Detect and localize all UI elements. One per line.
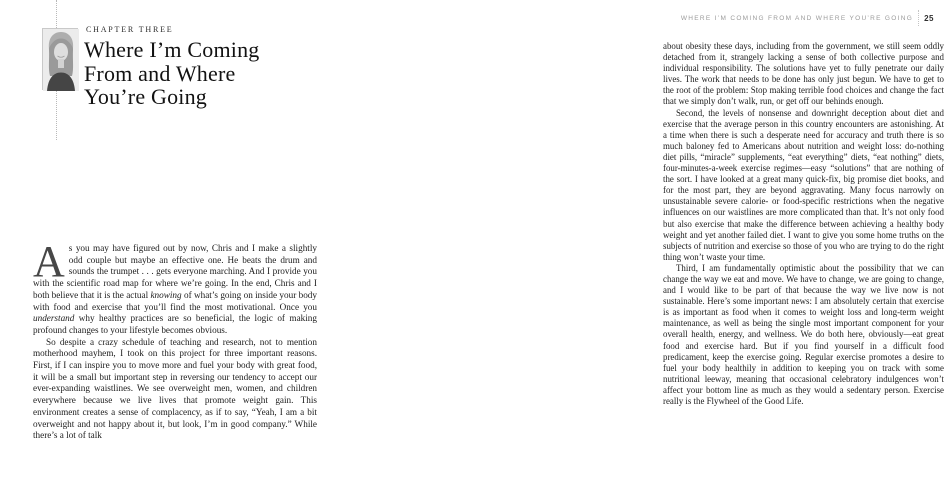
left-body-text bbox=[33, 237, 317, 442]
chapter-label: CHAPTER THREE bbox=[86, 25, 174, 34]
right-body-text bbox=[663, 41, 944, 407]
chapter-title-line: From and Where bbox=[84, 60, 236, 86]
italic-text: knowing bbox=[150, 289, 182, 300]
running-head-row bbox=[663, 10, 944, 26]
page-right bbox=[320, 0, 944, 480]
text-segment: Third, I am fundamentally optimistic about the possibility that we can change the way we eat and move. We have to change, we are going to change, and I would like to be part of that because the way we live now is not sustainable. Here’s some important news: I am absolutely certain that exercise is as important as food when it comes to weight loss and long-term weight maintenance, as well as being the single most important component for your overall health, energy, and wellness. We do both here, obviously—eat great food and exercise hard. But if you find yourself in a difficult food predicament, keep the exercise going. Regular exercise promotes a desire to fuel your body healthily in addition to keeping you on track with some nutritional leeway, meaning that occasional celebratory indulgences won’t affect your bottom line as much as they would a sedentary person. Exercise really is the Flywheel of the Good Life. bbox=[663, 262, 944, 406]
text-segment: of what’s going on inside your body with food and exercise that you’ll find the most motivational. Once you bbox=[33, 289, 317, 312]
page-left bbox=[0, 0, 320, 480]
header-dotted-separator bbox=[918, 10, 919, 26]
body-paragraph bbox=[663, 41, 944, 108]
text-segment: Second, the levels of nonsense and downright deception about diet and exercise that the average person in this country encounters are astonishing. At a time when there is such a desperate need for accuracy and truth there is so much baloney fed to Americans about nutrition and weight loss: do-nothing diet pills, “miracle” supplements, “eat everything” diets, “eat nothing” diets, four-minutes-a-week exercise regimes—easy “solutions” that are nothing of the sort. I have looked at a great many quick-fix, big promise diet books, and for the most part, they are beyond aggravating. Many focus narrowly on unsustainable severe calorie- or food-specific restrictions when the negative influences on our waistlines are more complicated than that. It’s not only food but also exercise that make the difference between achieving a healthy body weight and yet another failed diet. I want to give you some home truths on the subjects of nutrition and exercise so those of you who are trying to do the right thing won’t waste your time. bbox=[663, 107, 944, 262]
running-head: WHERE I’M COMING FROM AND WHERE YOU’RE GOING bbox=[680, 14, 914, 22]
body-paragraph bbox=[33, 337, 317, 442]
italic-text: understand bbox=[33, 313, 75, 324]
drop-cap: A bbox=[33, 237, 65, 286]
author-photo-image bbox=[43, 29, 79, 91]
body-paragraph bbox=[33, 237, 317, 337]
text-segment: s you may have figured out by now, Chris and I make a slightly odd couple but maybe an effective one. He beats the drum and sounds the trumpet . . . gets everyone marching. And I provide you with the scientific road map for where we’re going. In the end, Chris and I both believe that it is the actual bbox=[33, 243, 317, 300]
text-segment: So despite a crazy schedule of teaching and research, not to mention motherhood mayhem, I took on this project for three important reasons. First, if I can inspire you to move more and fuel your body with great food, it will be a small but important step in reversing our tendency to accept our ever-expanding waistlines. We see overweight men, women, and children everywhere because we live lives that promote weight gain. This environment creates a sense of complacency, as if to say, “Yeah, I am a bit overweight and not happy about it, but look, I’m in good company.” While there’s a lot of talk bbox=[33, 336, 317, 441]
text-segment: about obesity these days, including from the government, we still seem oddly detached from it, strangely lacking a sense of both collective purpose and individual responsibility. The solutions have yet to fully penetrate our daily lives. The work that needs to be done has only just begun. We have to get to the root of the problem: Stop making terrible food choices and change the fact that we simply don’t walk, run, or get off our behinds enough. bbox=[663, 41, 944, 107]
text-segment: why healthy practices are so beneficial, the logic of making profound changes to your lifestyle becomes obvious. bbox=[33, 313, 317, 335]
chapter-title-line: You’re Going bbox=[84, 84, 208, 109]
body-paragraph bbox=[663, 263, 944, 407]
body-paragraph bbox=[663, 108, 944, 263]
page-number: 25 bbox=[924, 13, 934, 23]
chapter-title bbox=[84, 38, 259, 109]
author-photo bbox=[42, 28, 78, 90]
chapter-title-line: Where I’m Coming bbox=[84, 37, 260, 62]
